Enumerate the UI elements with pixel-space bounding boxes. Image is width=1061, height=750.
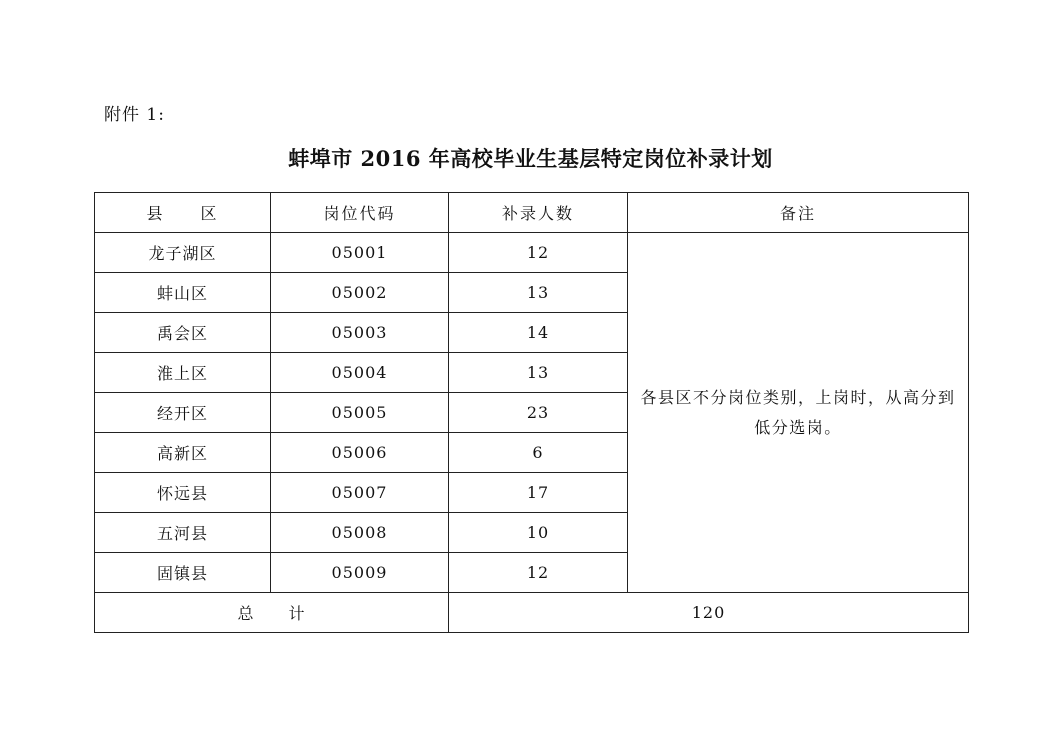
code-cell: 05009 [271,553,449,593]
document-title: 蚌埠市 2016 年高校毕业生基层特定岗位补录计划 [288,146,773,171]
county-cell: 高新区 [95,433,271,473]
header-county: 县 区 [95,193,271,233]
count-cell: 17 [449,473,628,513]
county-cell: 固镇县 [95,553,271,593]
count-cell: 13 [449,353,628,393]
total-label: 总 计 [95,593,449,633]
code-cell: 05008 [271,513,449,553]
table-header-row [95,193,969,233]
code-cell: 05005 [271,393,449,433]
header-note: 备注 [628,193,969,233]
count-cell: 13 [449,273,628,313]
recruitment-plan-table [94,192,969,633]
count-cell: 23 [449,393,628,433]
header-recruit-count: 补录人数 [449,193,628,233]
count-cell: 10 [449,513,628,553]
total-row [95,593,969,633]
count-cell: 12 [449,233,628,273]
county-cell: 淮上区 [95,353,271,393]
note-cell: 各县区不分岗位类别，上岗时，从高分到低分选岗。 [628,233,969,593]
table-row [95,233,969,273]
count-cell: 12 [449,553,628,593]
county-cell: 经开区 [95,393,271,433]
code-cell: 05001 [271,233,449,273]
code-cell: 05007 [271,473,449,513]
code-cell: 05002 [271,273,449,313]
county-cell: 龙子湖区 [95,233,271,273]
header-position-code: 岗位代码 [271,193,449,233]
county-cell: 五河县 [95,513,271,553]
county-cell: 蚌山区 [95,273,271,313]
count-cell: 14 [449,313,628,353]
code-cell: 05003 [271,313,449,353]
attachment-label: 附件 1: [104,105,165,125]
code-cell: 05006 [271,433,449,473]
county-cell: 怀远县 [95,473,271,513]
code-cell: 05004 [271,353,449,393]
county-cell: 禹会区 [95,313,271,353]
count-cell: 6 [449,433,628,473]
total-value: 120 [449,593,969,633]
